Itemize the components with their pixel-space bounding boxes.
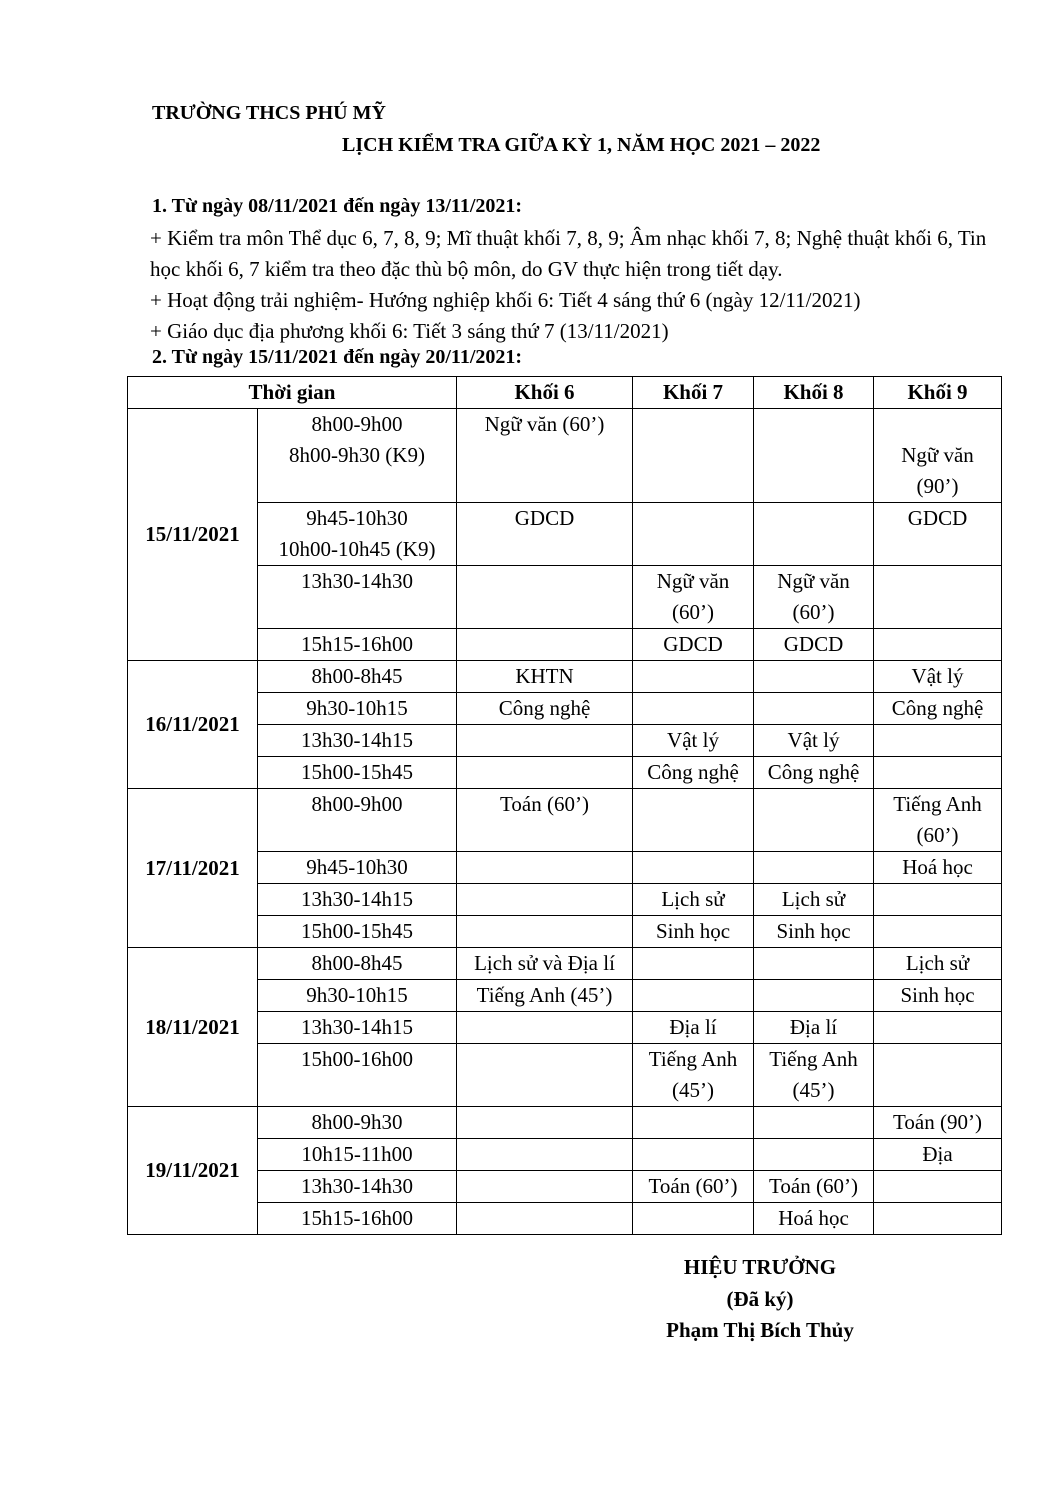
time-cell: 9h45-10h30 <box>258 852 457 884</box>
subject-cell-k7 <box>633 980 754 1012</box>
table-row <box>128 409 1002 503</box>
section-1-item: + Giáo dục địa phương khối 6: Tiết 3 sáng thứ 7 (13/11/2021) <box>150 319 669 343</box>
table-row <box>128 789 1002 852</box>
subject-cell-k9: Tiếng Anh (60’) <box>874 789 1002 852</box>
subject-cell-k8 <box>754 503 874 566</box>
school-name: TRƯỜNG THCS PHÚ MỸ <box>152 102 386 124</box>
subject-cell-k6 <box>457 852 633 884</box>
subject-cell-k7 <box>633 948 754 980</box>
subject-cell-k6 <box>457 1044 633 1107</box>
table-row <box>128 1107 1002 1139</box>
table-row <box>128 503 1002 566</box>
subject-cell-k9: Địa <box>874 1139 1002 1171</box>
subject-cell-k9 <box>874 1171 1002 1203</box>
time-cell: 9h30-10h15 <box>258 693 457 725</box>
subject-cell-k9 <box>874 725 1002 757</box>
table-row <box>128 566 1002 629</box>
subject-cell-k8: Vật lý <box>754 725 874 757</box>
time-cell: 15h00-15h45 <box>258 916 457 948</box>
subject-cell-k9 <box>874 757 1002 789</box>
time-cell: 13h30-14h15 <box>258 1012 457 1044</box>
subject-cell-k8 <box>754 980 874 1012</box>
subject-cell-k8: Hoá học <box>754 1203 874 1235</box>
table-row <box>128 916 1002 948</box>
subject-cell-k9: Toán (90’) <box>874 1107 1002 1139</box>
table-row <box>128 725 1002 757</box>
subject-cell-k9 <box>874 884 1002 916</box>
subject-cell-k8: Lịch sử <box>754 884 874 916</box>
table-row <box>128 1044 1002 1107</box>
subject-cell-k6: Tiếng Anh (45’) <box>457 980 633 1012</box>
time-cell: 13h30-14h30 <box>258 1171 457 1203</box>
time-cell: 8h00-8h45 <box>258 948 457 980</box>
table-row <box>128 661 1002 693</box>
section-2-heading: 2. Từ ngày 15/11/2021 đến ngày 20/11/2021: <box>152 346 523 368</box>
subject-cell-k8: Sinh học <box>754 916 874 948</box>
subject-cell-k6: Toán (60’) <box>457 789 633 852</box>
time-cell: 15h15-16h00 <box>258 629 457 661</box>
header-grade-9: Khối 9 <box>874 377 1002 409</box>
subject-cell-k8 <box>754 409 874 503</box>
subject-cell-k6: Lịch sử và Địa lí <box>457 948 633 980</box>
time-cell: 15h00-15h45 <box>258 757 457 789</box>
subject-cell-k6 <box>457 1012 633 1044</box>
table-row <box>128 693 1002 725</box>
subject-cell-k9 <box>874 1044 1002 1107</box>
date-cell: 15/11/2021 <box>128 409 258 661</box>
page-title: LỊCH KIỂM TRA GIỮA KỲ 1, NĂM HỌC 2021 – 2022 <box>342 134 821 156</box>
table-row <box>128 1171 1002 1203</box>
time-cell: 8h00-9h00 <box>258 789 457 852</box>
subject-cell-k6: GDCD <box>457 503 633 566</box>
subject-cell-k8 <box>754 852 874 884</box>
date-cell: 16/11/2021 <box>128 661 258 789</box>
subject-cell-k9: Sinh học <box>874 980 1002 1012</box>
subject-cell-k9: Lịch sử <box>874 948 1002 980</box>
subject-cell-k7: GDCD <box>633 629 754 661</box>
subject-cell-k8: Ngữ văn (60’) <box>754 566 874 629</box>
subject-cell-k7: Công nghệ <box>633 757 754 789</box>
section-1-item: + Hoạt động trải nghiệm- Hướng nghiệp khối 6: Tiết 4 sáng thứ 6 (ngày 12/11/2021) <box>150 288 861 312</box>
subject-cell-k6: Công nghệ <box>457 693 633 725</box>
signature-role: HIỆU TRƯỞNG <box>683 1255 837 1279</box>
subject-cell-k8 <box>754 1139 874 1171</box>
signature-name: Phạm Thị Bích Thủy <box>666 1318 854 1342</box>
subject-cell-k8 <box>754 948 874 980</box>
subject-cell-k6 <box>457 725 633 757</box>
subject-cell-k9 <box>874 566 1002 629</box>
subject-cell-k8 <box>754 693 874 725</box>
subject-cell-k8: Tiếng Anh (45’) <box>754 1044 874 1107</box>
table-body <box>128 409 1002 1235</box>
subject-cell-k8: Công nghệ <box>754 757 874 789</box>
time-cell: 8h00-9h30 <box>258 1107 457 1139</box>
subject-cell-k7 <box>633 789 754 852</box>
time-cell: 13h30-14h15 <box>258 725 457 757</box>
table-header-row <box>128 377 1002 409</box>
table-row <box>128 980 1002 1012</box>
subject-cell-k9: Công nghệ <box>874 693 1002 725</box>
time-cell: 13h30-14h30 <box>258 566 457 629</box>
time-cell: 8h00-9h00 8h00-9h30 (K9) <box>258 409 457 503</box>
subject-cell-k7 <box>633 693 754 725</box>
subject-cell-k9: Vật lý <box>874 661 1002 693</box>
table-row <box>128 884 1002 916</box>
table-row <box>128 1203 1002 1235</box>
signature-status: (Đã ký) <box>726 1287 794 1311</box>
subject-cell-k6 <box>457 757 633 789</box>
subject-cell-k9 <box>874 1203 1002 1235</box>
subject-cell-k6 <box>457 1107 633 1139</box>
subject-cell-k7: Lịch sử <box>633 884 754 916</box>
subject-cell-k9 <box>874 629 1002 661</box>
subject-cell-k6 <box>457 916 633 948</box>
table-row <box>128 629 1002 661</box>
header-grade-7: Khối 7 <box>633 377 754 409</box>
subject-cell-k6 <box>457 1139 633 1171</box>
time-cell: 13h30-14h15 <box>258 884 457 916</box>
header-time: Thời gian <box>128 377 457 409</box>
table-row <box>128 948 1002 980</box>
subject-cell-k8: Địa lí <box>754 1012 874 1044</box>
subject-cell-k7: Ngữ văn (60’) <box>633 566 754 629</box>
subject-cell-k8: Toán (60’) <box>754 1171 874 1203</box>
date-cell: 19/11/2021 <box>128 1107 258 1235</box>
header-grade-8: Khối 8 <box>754 377 874 409</box>
section-1-heading: 1. Từ ngày 08/11/2021 đến ngày 13/11/2021: <box>152 195 523 217</box>
exam-schedule-table <box>127 376 1002 1235</box>
date-cell: 18/11/2021 <box>128 948 258 1107</box>
subject-cell-k8 <box>754 661 874 693</box>
subject-cell-k6 <box>457 884 633 916</box>
time-cell: 9h45-10h30 10h00-10h45 (K9) <box>258 503 457 566</box>
subject-cell-k6 <box>457 1203 633 1235</box>
time-cell: 15h00-16h00 <box>258 1044 457 1107</box>
subject-cell-k9 <box>874 916 1002 948</box>
date-cell: 17/11/2021 <box>128 789 258 948</box>
subject-cell-k8 <box>754 789 874 852</box>
subject-cell-k9: Ngữ văn (90’) <box>874 409 1002 503</box>
subject-cell-k7: Tiếng Anh (45’) <box>633 1044 754 1107</box>
subject-cell-k6 <box>457 566 633 629</box>
subject-cell-k8 <box>754 1107 874 1139</box>
time-cell: 10h15-11h00 <box>258 1139 457 1171</box>
time-cell: 15h15-16h00 <box>258 1203 457 1235</box>
subject-cell-k7: Toán (60’) <box>633 1171 754 1203</box>
subject-cell-k8: GDCD <box>754 629 874 661</box>
subject-cell-k6: KHTN <box>457 661 633 693</box>
subject-cell-k7 <box>633 503 754 566</box>
time-cell: 8h00-8h45 <box>258 661 457 693</box>
subject-cell-k6: Ngữ văn (60’) <box>457 409 633 503</box>
subject-cell-k9: Hoá học <box>874 852 1002 884</box>
subject-cell-k6 <box>457 1171 633 1203</box>
table-row <box>128 1012 1002 1044</box>
subject-cell-k7 <box>633 1203 754 1235</box>
subject-cell-k7 <box>633 852 754 884</box>
subject-cell-k7 <box>633 1107 754 1139</box>
subject-cell-k9 <box>874 1012 1002 1044</box>
subject-cell-k7: Sinh học <box>633 916 754 948</box>
section-1-item: + Kiểm tra môn Thể dục 6, 7, 8, 9; Mĩ thuật khối 7, 8, 9; Âm nhạc khối 7, 8; Nghệ thuật khối 6, Tin học khối 6, 7 kiểm tra theo đặc thù bộ môn, do GV thực hiện trong tiết dạy. <box>150 226 987 281</box>
table-row <box>128 1139 1002 1171</box>
subject-cell-k6 <box>457 629 633 661</box>
table-row <box>128 852 1002 884</box>
table-row <box>128 757 1002 789</box>
subject-cell-k7 <box>633 661 754 693</box>
subject-cell-k7 <box>633 409 754 503</box>
time-cell: 9h30-10h15 <box>258 980 457 1012</box>
header-grade-6: Khối 6 <box>457 377 633 409</box>
subject-cell-k7 <box>633 1139 754 1171</box>
subject-cell-k7: Địa lí <box>633 1012 754 1044</box>
subject-cell-k9: GDCD <box>874 503 1002 566</box>
subject-cell-k7: Vật lý <box>633 725 754 757</box>
